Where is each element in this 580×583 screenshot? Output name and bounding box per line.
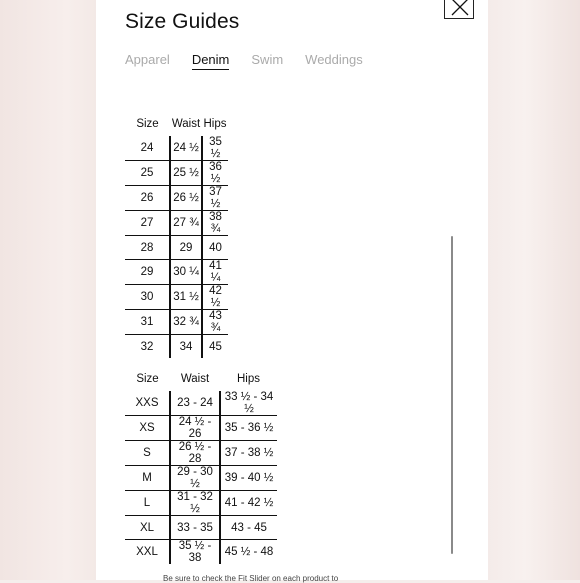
hips-cell: 45 ½ - 48 — [224, 546, 274, 558]
header-hips: Hips — [236, 373, 260, 385]
table-row — [125, 335, 228, 359]
table-row — [125, 236, 228, 260]
hips-cell: 33 ½ - 34 ½ — [220, 391, 277, 416]
waist-cell: 29 - 30 ½ — [170, 466, 220, 491]
close-x-icon — [450, 0, 470, 17]
background-left — [0, 0, 96, 580]
hips-cell: 41 ¼ — [202, 260, 228, 285]
header-hips: Hips — [203, 118, 227, 130]
table-row — [125, 540, 277, 565]
size-cell: 27 — [125, 211, 170, 236]
waist-cell: 26 ½ - 28 — [170, 441, 220, 466]
table-row — [125, 516, 277, 540]
scrollbar[interactable] — [451, 236, 453, 554]
waist-cell: 23 - 24 — [170, 391, 220, 416]
size-cell: 26 — [125, 186, 170, 211]
tab-apparel[interactable]: Apparel — [125, 52, 170, 67]
table-row — [125, 186, 228, 211]
size-cell: S — [125, 441, 170, 466]
size-cell: L — [125, 491, 170, 516]
table-row — [125, 211, 228, 236]
hips-cell: 35 ½ — [202, 136, 228, 161]
hips-cell: 37 ½ — [202, 186, 228, 211]
hips-cell: 42 ½ — [202, 285, 228, 310]
hips-cell: 36 ½ — [202, 161, 228, 186]
size-cell: 32 — [125, 335, 170, 359]
hips-cell: 35 - 36 ½ — [220, 416, 277, 441]
waist-cell: 25 ½ — [170, 161, 202, 186]
waist-cell: 26 ½ — [170, 186, 202, 211]
page-title: Size Guides — [125, 10, 240, 33]
header-waist: Waist — [171, 118, 201, 130]
size-guide-tabs — [125, 52, 385, 70]
table-header-row — [125, 112, 228, 136]
size-cell: XXL — [125, 540, 170, 565]
table-row — [125, 310, 228, 335]
letter-size-table — [125, 367, 277, 564]
waist-cell: 32 ¾ — [170, 310, 202, 335]
waist-cell: 29 — [170, 236, 202, 260]
waist-cell: 31 ½ — [170, 285, 202, 310]
waist-cell: 33 - 35 — [170, 516, 220, 540]
size-cell: XL — [125, 516, 170, 540]
table-row — [125, 391, 277, 416]
table-row — [125, 260, 228, 285]
background-right — [488, 0, 580, 580]
tab-weddings[interactable]: Weddings — [305, 52, 363, 67]
close-button[interactable] — [444, 0, 474, 19]
hips-cell: 41 - 42 ½ — [220, 491, 277, 516]
waist-cell: 24 ½ — [170, 136, 202, 161]
footer-note: Be sure to check the Fit Slider on each product to — [163, 574, 339, 583]
size-cell: XXS — [125, 391, 170, 416]
table-row — [125, 161, 228, 186]
table-row — [125, 136, 228, 161]
hips-cell: 40 — [202, 236, 228, 260]
hips-cell: 37 - 38 ½ — [220, 441, 277, 466]
numeric-size-table — [125, 112, 228, 358]
size-cell: XS — [125, 416, 170, 441]
table-row — [125, 416, 277, 441]
header-size: Size — [136, 373, 159, 385]
hips-cell: 38 ¾ — [202, 211, 228, 236]
header-waist: Waist — [180, 373, 210, 385]
waist-cell: 27 ¾ — [170, 211, 202, 236]
waist-cell: 35 ½ - 38 — [170, 540, 220, 565]
size-cell: 31 — [125, 310, 170, 335]
size-cell: 29 — [125, 260, 170, 285]
waist-cell: 31 - 32 ½ — [170, 491, 220, 516]
tab-swim[interactable]: Swim — [251, 52, 284, 67]
size-cell: 25 — [125, 161, 170, 186]
hips-cell: 43 ¾ — [202, 310, 228, 335]
table-row — [125, 441, 277, 466]
waist-cell: 30 ¼ — [170, 260, 202, 285]
hips-cell: 43 - 45 — [220, 516, 277, 540]
hips-cell: 39 - 40 ½ — [220, 466, 277, 491]
size-cell: 30 — [125, 285, 170, 310]
size-cell: 28 — [125, 236, 170, 260]
size-cell: 24 — [125, 136, 170, 161]
tab-denim[interactable]: Denim — [192, 52, 230, 70]
waist-cell: 34 — [170, 335, 202, 359]
table-header-row — [125, 367, 277, 391]
header-size: Size — [136, 118, 159, 130]
table-row — [125, 285, 228, 310]
table-row — [125, 466, 277, 491]
waist-cell: 24 ½ - 26 — [170, 416, 220, 441]
hips-cell: 45 — [209, 340, 222, 353]
size-cell: M — [125, 466, 170, 491]
table-row — [125, 491, 277, 516]
